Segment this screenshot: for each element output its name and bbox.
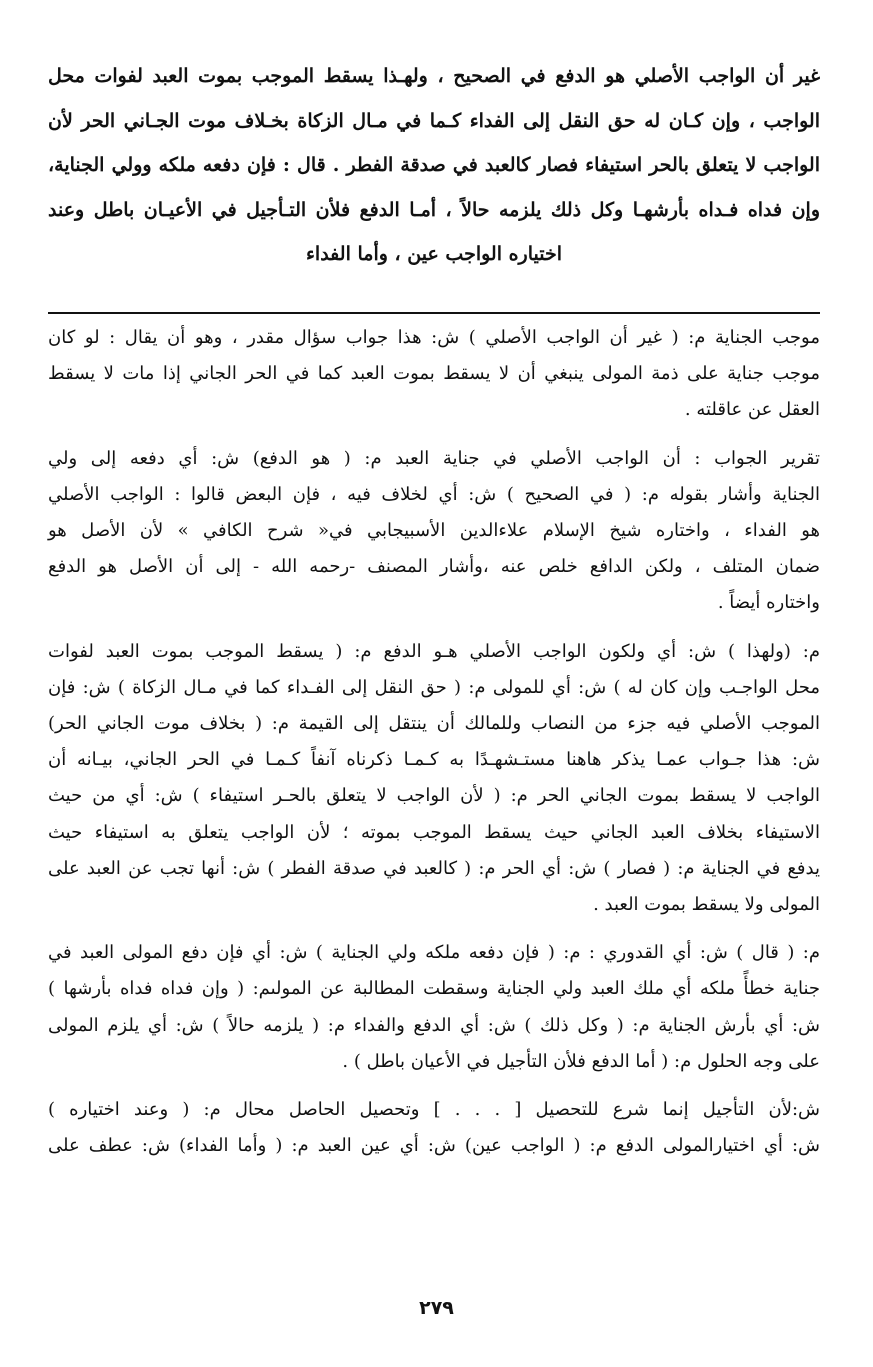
commentary-paragraph [48,441,820,622]
commentary-line: موجب الجناية م: ( غير أن الواجب الأصلي ) ش: هذا جواب سؤال مقدر ، وهو أن يقال : لو كان [48,327,820,348]
commentary-paragraph [48,1092,820,1164]
commentary-line: ش: هذا جـواب عمـا يذكر هاهنا مستـشهـدًا به كـمـا ذكرناه آنفاً كـمـا في الحر الجاني، بيـانه أن [48,749,820,771]
commentary-paragraph [48,634,820,924]
commentary-line: ش: أي اختيارالمولى الدفع م: ( الواجب عين) ش: أي عين العبد م: ( وأما الفداء) ش: عطف على [48,1135,820,1157]
commentary-line: الواجب لا يسقط بموت الجاني الحر م: ( لأن الواجب لا يتعلق بالحـر استيفاء ) ش: أي من حيث [48,785,820,807]
page-number: ٢٧٩ [419,1297,454,1319]
separator-rule [48,312,820,314]
commentary-line: على وجه الحلول م: ( أما الدفع فلأن التأجيل في الأعيان باطل ) . [342,1050,820,1072]
commentary-line: م: ( قال ) ش: أي القدوري : م: ( فإن دفعه ملكه ولي الجناية ) ش: أي فإن دفع المولى العبد في [48,942,820,964]
commentary-line: محل الواجـب وإن كان له ) ش: أي للمولى م: ( حق النقل إلى الفـداء كما في مـال الزكاة ) ش: فإن [48,676,820,698]
main-text-line: وإن فداه فـداه بأرشهـا وكل ذلك يلزمه حالاً ، أمـا الدفع فلأن التـأجيل في الأعيـان باطل وعند [48,198,820,221]
commentary-line: ضمان المتلف ، ولكن الدافع خلص عنه ،وأشار المصنف -رحمه الله - إلى أن الأصل هو الدفع [48,556,820,578]
main-text-line: الواجب لا يتعلق بالحر استيفاء فصار كالعبد في صدقة الفطر . قال : فإن دفعه ملكه وولي الجناية، [48,154,820,176]
commentary [48,320,820,1176]
commentary-line: موجب جناية على ذمة المولى ينبغي أن لا يسقط بموت العبد كما في الحر الجاني إذا مات لا يسقط [48,363,820,385]
main-text-line: اختياره الواجب عين ، وأما الفداء [306,243,562,265]
main-text-line: الواجب ، وإن كـان له حق النقل إلى الفداء كـما في مـال الزكاة بخـلاف موت الجـاني الحر لأن [48,109,820,132]
commentary-line: واختاره أيضاً . [717,592,820,614]
commentary-line: ش: أي بأرش الجناية م: ( وكل ذلك ) ش: أي الدفع والفداء م: ( يلزمه حالاً ) ش: أي يلزم المولى [48,1014,820,1036]
commentary-line: الاستيفاء بخلاف العبد الجاني حيث يسقط الموجب بموته ؛ لأن الواجب يتعلق به استيفاء حيث [48,821,820,843]
main-text-line: غير أن الواجب الأصلي هو الدفع في الصحيح ، ولهـذا يسقط الموجب بموت العبد لفوات محل [48,65,820,87]
commentary-line: م: (ولهذا ) ش: أي ولكون الواجب الأصلي هـو الدفع م: ( يسقط الموجب بموت العبد لفوات [48,640,820,662]
commentary-line: الجناية وأشار بقوله م: ( في الصحيح ) ش: أي لخلاف فيه ، فإن البعض قالوا : الواجب الأصلي [48,483,820,505]
commentary-line: الموجب الأصلي فيه جزء من النصاب وللمالك أن ينتقل إلى القيمة م: ( بخلاف موت الجاني الحر) [48,713,820,735]
commentary-line: جناية خطأً ملكه أي ملك العبد ولي الجناية وسقطت المطالبة عن المولىم: ( وإن فداه فداه بأرشها ) [48,978,821,1000]
commentary-line: تقرير الجواب : أن الواجب الأصلي في جناية العبد م: ( هو الدفع) ش: أي دفعه إلى ولي [48,447,820,469]
commentary-line: العقل عن عاقلته . [684,399,820,421]
commentary-line: يدفع في الجناية م: ( فصار ) ش: أي الحر م: ( كالعبد في صدقة الفطر ) ش: أنها تجب عن العبد على [48,857,820,879]
commentary-paragraph [48,320,820,429]
commentary-line: هو الفداء ، واختاره شيخ الإسلام علاءالدين الأسبيجابي في« شرح الكافي » لأن الأصل هو [48,520,820,542]
commentary-paragraph [48,935,820,1080]
commentary-line: المولى ولا يسقط بموت العبد . [593,894,820,916]
main-text [48,54,820,277]
commentary-line: ش:لأن التأجيل إنما شرع للتحصيل [ . . . ] وتحصيل الحاصل محال م: ( وعند اختياره ) [48,1099,820,1121]
